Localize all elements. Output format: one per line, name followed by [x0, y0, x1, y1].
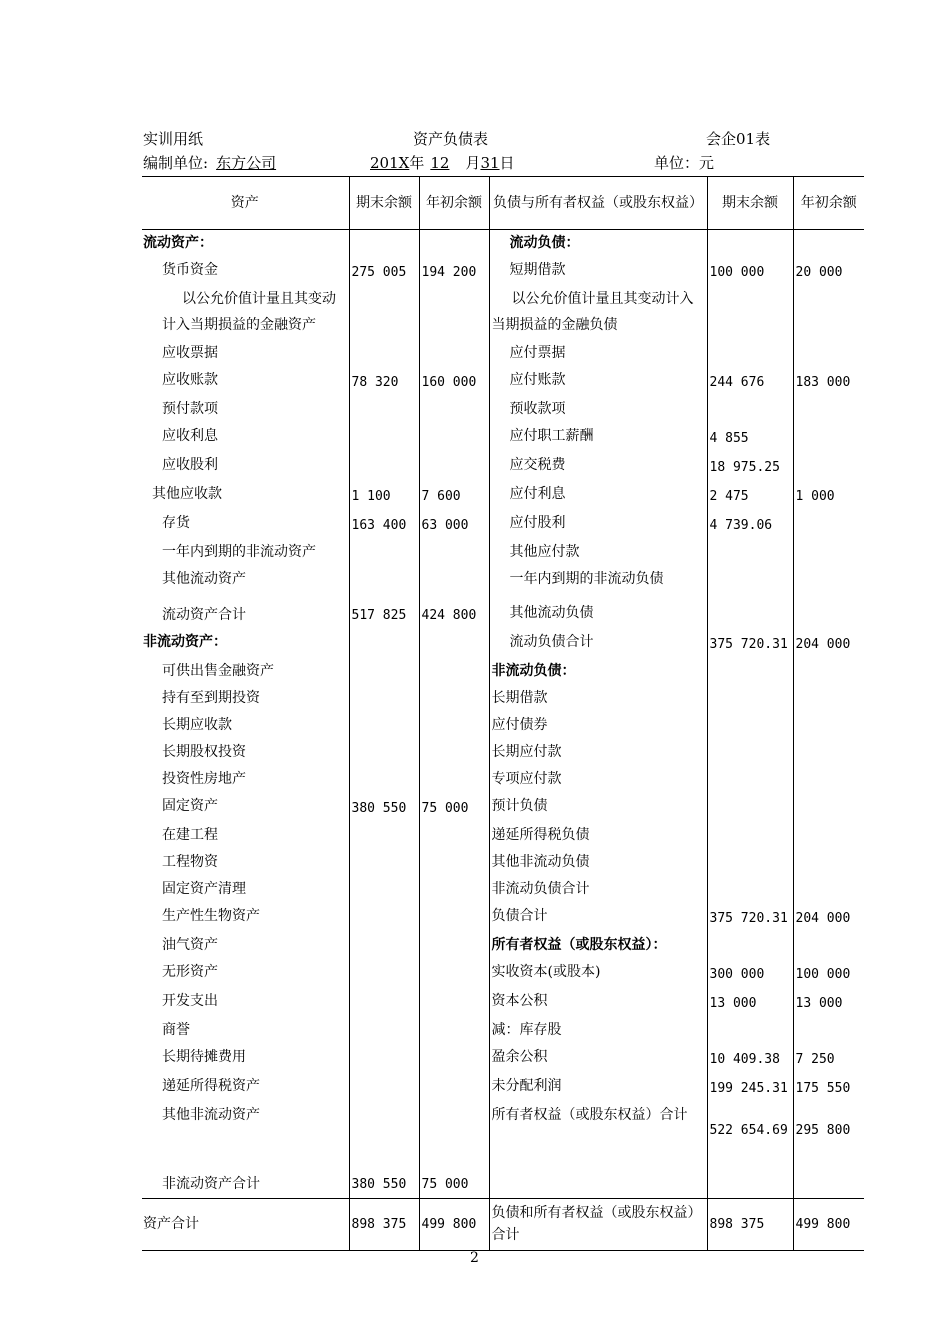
liability-end-value: 100 000	[707, 257, 793, 286]
unit-label	[143, 152, 292, 173]
liability-item: 应付债券	[489, 712, 707, 739]
table-row	[142, 566, 864, 600]
table-row	[142, 340, 864, 367]
date-year: 201X	[370, 154, 410, 172]
date-day: 31	[480, 154, 500, 172]
liability-begin-value: 7 250	[793, 1044, 864, 1073]
table-row	[142, 793, 864, 822]
liability-end-value: 4 739.06	[707, 510, 793, 539]
table-row	[142, 849, 864, 876]
liability-item: 应付票据	[489, 340, 707, 367]
asset-item: 以公允价值计量且其变动计入当期损益的金融资产	[142, 286, 349, 340]
liability-begin-value	[793, 822, 864, 849]
asset-begin-value	[419, 566, 489, 600]
table-row	[142, 452, 864, 481]
liability-end-value	[707, 793, 793, 822]
liability-end-value: 522 654.69	[707, 1102, 793, 1156]
asset-item: 固定资产	[142, 793, 349, 822]
asset-begin-value	[419, 988, 489, 1017]
asset-item: 生产性生物资产	[142, 903, 349, 932]
liability-item: 未分配利润	[489, 1073, 707, 1102]
asset-begin-value	[419, 876, 489, 903]
liability-begin-value: 100 000	[793, 959, 864, 988]
liability-item: 其他非流动负债	[489, 849, 707, 876]
liability-end-value	[707, 1156, 793, 1198]
liability-begin-value	[793, 230, 864, 258]
liability-item: 盈余公积	[489, 1044, 707, 1073]
currency-unit: 单位：元	[654, 154, 715, 172]
liability-item: 应交税费	[489, 452, 707, 481]
total-assets-label: 资产合计	[142, 1198, 349, 1250]
asset-item: 其他非流动资产	[142, 1102, 349, 1156]
asset-end-value	[349, 959, 419, 988]
asset-end-value: 163 400	[349, 510, 419, 539]
asset-begin-value	[419, 685, 489, 712]
liability-begin-value	[793, 539, 864, 566]
liability-end-value	[707, 712, 793, 739]
liability-item: 递延所得税负债	[489, 822, 707, 849]
liability-item: 非流动负债合计	[489, 876, 707, 903]
asset-end-value	[349, 1073, 419, 1102]
liability-item: 非流动负债：	[489, 658, 707, 685]
liability-item: 应付职工薪酬	[489, 423, 707, 452]
asset-item: 固定资产清理	[142, 876, 349, 903]
asset-item: 流动资产：	[142, 230, 349, 258]
liability-begin-value	[793, 685, 864, 712]
asset-item: 长期待摊费用	[142, 1044, 349, 1073]
asset-item: 一年内到期的非流动资产	[142, 539, 349, 566]
liability-begin-value: 183 000	[793, 367, 864, 396]
asset-begin-value	[419, 423, 489, 452]
asset-item: 应收利息	[142, 423, 349, 452]
asset-begin-value	[419, 286, 489, 340]
asset-end-value	[349, 903, 419, 932]
liability-end-value: 18 975.25	[707, 452, 793, 481]
asset-begin-value: 7 600	[419, 481, 489, 510]
liability-item: 应付利息	[489, 481, 707, 510]
asset-begin-value	[419, 452, 489, 481]
table-header	[142, 177, 864, 230]
table-row	[142, 423, 864, 452]
liability-item: 预计负债	[489, 793, 707, 822]
asset-end-value	[349, 566, 419, 600]
asset-end-value	[349, 452, 419, 481]
asset-end-value	[349, 932, 419, 959]
liability-item: 所有者权益（或股东权益）：	[489, 932, 707, 959]
asset-begin-value	[419, 396, 489, 423]
table-row	[142, 685, 864, 712]
table-row	[142, 876, 864, 903]
liability-begin-value: 20 000	[793, 257, 864, 286]
liability-begin-value	[793, 658, 864, 685]
liability-begin-value	[793, 566, 864, 600]
table-row	[142, 658, 864, 685]
total-row	[142, 1198, 864, 1250]
asset-end-value: 380 550	[349, 793, 419, 822]
liability-end-value	[707, 658, 793, 685]
asset-item: 长期应收款	[142, 712, 349, 739]
liability-item: 预收款项	[489, 396, 707, 423]
asset-item: 工程物资	[142, 849, 349, 876]
liability-item: 其他应付款	[489, 539, 707, 566]
liability-end-value	[707, 1017, 793, 1044]
asset-begin-value	[419, 340, 489, 367]
asset-begin-value: 75 000	[419, 793, 489, 822]
asset-end-value	[349, 685, 419, 712]
asset-begin-value	[419, 629, 489, 658]
table-row	[142, 539, 864, 566]
report-date	[362, 152, 515, 173]
liability-item: 长期借款	[489, 685, 707, 712]
table-row	[142, 629, 864, 658]
table-row	[142, 1073, 864, 1102]
asset-end-value	[349, 739, 419, 766]
sheet-title: 资产负债表	[413, 130, 489, 148]
asset-item: 预付款项	[142, 396, 349, 423]
asset-end-value	[349, 1017, 419, 1044]
asset-begin-value: 424 800	[419, 600, 489, 629]
table-row	[142, 766, 864, 793]
liability-begin-value	[793, 452, 864, 481]
asset-item: 存货	[142, 510, 349, 539]
liability-begin-value: 13 000	[793, 988, 864, 1017]
table-row	[142, 600, 864, 629]
liability-begin-value	[793, 793, 864, 822]
asset-begin-value: 63 000	[419, 510, 489, 539]
date-year-char: 年	[409, 154, 425, 172]
asset-end-value	[349, 766, 419, 793]
col-begin-balance-2: 年初余额	[793, 177, 864, 230]
asset-begin-value	[419, 766, 489, 793]
liability-begin-value	[793, 766, 864, 793]
asset-begin-value: 194 200	[419, 257, 489, 286]
asset-end-value	[349, 340, 419, 367]
asset-end-value	[349, 396, 419, 423]
asset-begin-value	[419, 712, 489, 739]
asset-end-value	[349, 988, 419, 1017]
table-row	[142, 286, 864, 340]
liability-item: 短期借款	[489, 257, 707, 286]
liability-item	[489, 1156, 707, 1198]
asset-end-value	[349, 849, 419, 876]
liability-end-value	[707, 876, 793, 903]
liability-end-value	[707, 766, 793, 793]
table-row	[142, 903, 864, 932]
asset-end-value	[349, 658, 419, 685]
paper-label: 实训用纸	[143, 130, 204, 148]
asset-begin-value	[419, 1073, 489, 1102]
liability-item: 专项应付款	[489, 766, 707, 793]
unit-label-text: 编制单位:	[143, 154, 209, 172]
liability-begin-value	[793, 423, 864, 452]
liability-begin-value	[793, 340, 864, 367]
table-row	[142, 1156, 864, 1198]
liability-end-value	[707, 932, 793, 959]
asset-item: 流动资产合计	[142, 600, 349, 629]
liability-item: 长期应付款	[489, 739, 707, 766]
asset-item: 持有至到期投资	[142, 685, 349, 712]
liability-item: 流动负债：	[489, 230, 707, 258]
asset-begin-value	[419, 903, 489, 932]
liability-begin-value	[793, 510, 864, 539]
asset-item: 投资性房地产	[142, 766, 349, 793]
liability-end-value	[707, 600, 793, 629]
table-row	[142, 481, 864, 510]
liability-item: 应付股利	[489, 510, 707, 539]
asset-end-value	[349, 423, 419, 452]
table-row	[142, 712, 864, 739]
liability-end-value	[707, 685, 793, 712]
liability-begin-value	[793, 396, 864, 423]
asset-begin-value: 160 000	[419, 367, 489, 396]
liability-begin-value	[793, 849, 864, 876]
col-end-balance-2: 期末余额	[707, 177, 793, 230]
total-liab-equity-label: 负债和所有者权益（或股东权益）合计	[489, 1198, 707, 1250]
liability-end-value: 375 720.31	[707, 629, 793, 658]
table-row	[142, 1102, 864, 1156]
liability-begin-value: 1 000	[793, 481, 864, 510]
asset-item: 应收票据	[142, 340, 349, 367]
liability-item: 实收资本(或股本)	[489, 959, 707, 988]
form-number: 会企01表	[706, 130, 771, 148]
asset-begin-value	[419, 1102, 489, 1156]
liability-end-value	[707, 340, 793, 367]
liability-end-value	[707, 739, 793, 766]
asset-item: 可供出售金融资产	[142, 658, 349, 685]
liability-begin-value	[793, 876, 864, 903]
liability-end-value: 2 475	[707, 481, 793, 510]
liability-begin-value: 295 800	[793, 1102, 864, 1156]
asset-begin-value	[419, 932, 489, 959]
asset-item: 商誉	[142, 1017, 349, 1044]
liability-item: 应付账款	[489, 367, 707, 396]
liability-end-value	[707, 566, 793, 600]
table-row	[142, 257, 864, 286]
table-row	[142, 959, 864, 988]
asset-end-value	[349, 876, 419, 903]
asset-begin-value	[419, 822, 489, 849]
asset-begin-value: 75 000	[419, 1156, 489, 1198]
col-asset: 资产	[142, 177, 349, 230]
table-row	[142, 1044, 864, 1073]
asset-begin-value	[419, 539, 489, 566]
table-row	[142, 396, 864, 423]
total-liab-equity-begin: 499 800	[793, 1198, 864, 1250]
liability-end-value	[707, 396, 793, 423]
asset-end-value: 275 005	[349, 257, 419, 286]
liability-item: 一年内到期的非流动负债	[489, 566, 707, 600]
liability-begin-value: 175 550	[793, 1073, 864, 1102]
asset-item: 非流动资产：	[142, 629, 349, 658]
asset-end-value	[349, 230, 419, 258]
asset-item: 应收账款	[142, 367, 349, 396]
table-row	[142, 510, 864, 539]
liability-begin-value	[793, 932, 864, 959]
asset-item: 货币资金	[142, 257, 349, 286]
liability-item: 减：库存股	[489, 1017, 707, 1044]
liability-end-value: 300 000	[707, 959, 793, 988]
liability-item: 资本公积	[489, 988, 707, 1017]
asset-end-value	[349, 712, 419, 739]
table-row	[142, 230, 864, 258]
asset-begin-value	[419, 1017, 489, 1044]
asset-item: 递延所得税资产	[142, 1073, 349, 1102]
date-month-char: 月	[465, 154, 481, 172]
asset-begin-value	[419, 849, 489, 876]
table-row	[142, 1017, 864, 1044]
liability-end-value	[707, 849, 793, 876]
asset-item: 长期股权投资	[142, 739, 349, 766]
asset-item: 开发支出	[142, 988, 349, 1017]
liability-end-value: 244 676	[707, 367, 793, 396]
total-assets-begin: 499 800	[419, 1198, 489, 1250]
asset-begin-value	[419, 658, 489, 685]
asset-end-value: 380 550	[349, 1156, 419, 1198]
asset-begin-value	[419, 959, 489, 988]
date-month: 12	[430, 154, 450, 172]
balance-sheet-table	[142, 176, 864, 1251]
liability-begin-value	[793, 712, 864, 739]
col-liabilities: 负债与所有者权益（或股东权益）	[489, 177, 707, 230]
asset-item: 其他流动资产	[142, 566, 349, 600]
liability-end-value: 4 855	[707, 423, 793, 452]
asset-item: 在建工程	[142, 822, 349, 849]
liability-item: 所有者权益（或股东权益）合计	[489, 1102, 707, 1156]
asset-end-value	[349, 539, 419, 566]
liability-end-value	[707, 230, 793, 258]
asset-begin-value	[419, 1044, 489, 1073]
table-row	[142, 822, 864, 849]
asset-item: 其他应收款	[142, 481, 349, 510]
col-end-balance: 期末余额	[349, 177, 419, 230]
liability-begin-value	[793, 739, 864, 766]
liability-end-value: 375 720.31	[707, 903, 793, 932]
asset-end-value: 1 100	[349, 481, 419, 510]
liability-item: 以公允价值计量且其变动计入当期损益的金融负债	[489, 286, 707, 340]
col-begin-balance: 年初余额	[419, 177, 489, 230]
liability-begin-value	[793, 1017, 864, 1044]
liability-item: 负债合计	[489, 903, 707, 932]
asset-item: 油气资产	[142, 932, 349, 959]
liability-begin-value: 204 000	[793, 629, 864, 658]
liability-end-value: 199 245.31	[707, 1073, 793, 1102]
liability-begin-value	[793, 286, 864, 340]
asset-end-value: 517 825	[349, 600, 419, 629]
asset-end-value	[349, 1102, 419, 1156]
liability-end-value	[707, 539, 793, 566]
asset-end-value	[349, 822, 419, 849]
table-row	[142, 988, 864, 1017]
liability-begin-value	[793, 1156, 864, 1198]
asset-end-value	[349, 629, 419, 658]
liability-end-value: 13 000	[707, 988, 793, 1017]
liability-item: 流动负债合计	[489, 629, 707, 658]
liability-end-value: 10 409.38	[707, 1044, 793, 1073]
table-row	[142, 932, 864, 959]
asset-item: 应收股利	[142, 452, 349, 481]
asset-item: 无形资产	[142, 959, 349, 988]
asset-end-value	[349, 1044, 419, 1073]
page-number: 2	[470, 1250, 479, 1266]
asset-end-value: 78 320	[349, 367, 419, 396]
date-day-char: 日	[499, 154, 515, 172]
liability-begin-value: 204 000	[793, 903, 864, 932]
asset-item: 非流动资产合计	[142, 1156, 349, 1198]
asset-begin-value	[419, 230, 489, 258]
asset-begin-value	[419, 739, 489, 766]
table-row	[142, 739, 864, 766]
liability-end-value	[707, 286, 793, 340]
total-liab-equity-end: 898 375	[707, 1198, 793, 1250]
total-assets-end: 898 375	[349, 1198, 419, 1250]
liability-end-value	[707, 822, 793, 849]
liability-item: 其他流动负债	[489, 600, 707, 629]
table-row	[142, 367, 864, 396]
liability-begin-value	[793, 600, 864, 629]
unit-name: 东方公司	[216, 154, 277, 172]
asset-end-value	[349, 286, 419, 340]
